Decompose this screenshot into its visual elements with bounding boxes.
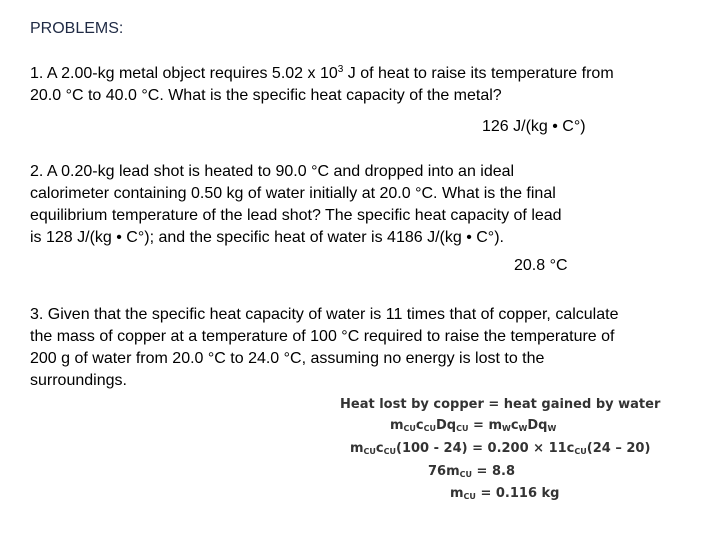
solution-equation-1 xyxy=(390,418,556,433)
problem-2-line-1: 2. A 0.20-kg lead shot is heated to 90.0 °C and dropped into an ideal xyxy=(30,163,515,180)
eq-part: = m xyxy=(468,418,502,433)
eq-part: Dq xyxy=(436,418,457,433)
problem-1-line-2: 20.0 °C to 40.0 °C. What is the specific heat capacity of the metal? xyxy=(30,87,502,104)
eq-part: (24 – 20) xyxy=(586,441,651,456)
problem-2-answer: 20.8 °C xyxy=(514,257,568,274)
eq-part: m xyxy=(350,441,364,456)
eq-part: = 8.8 xyxy=(472,464,515,479)
eq-sub: CU xyxy=(403,424,416,433)
eq-sub: CU xyxy=(456,424,469,433)
eq-part: (100 - 24) = 0.200 × 11c xyxy=(396,441,575,456)
problem-2-line-2: calorimeter containing 0.50 kg of water initially at 20.0 °C. What is the final xyxy=(30,185,556,202)
solution-heading: Heat lost by copper = heat gained by water xyxy=(340,397,661,412)
eq-sub: W xyxy=(547,424,557,433)
problem-3-line-2: the mass of copper at a temperature of 100 °C required to raise the temperature of xyxy=(30,328,615,345)
problem-1 xyxy=(30,63,614,107)
eq-part: Dq xyxy=(527,418,548,433)
solution-equation-2 xyxy=(350,441,650,456)
eq-sub: CU xyxy=(574,447,587,456)
eq-part: m xyxy=(450,486,464,501)
exponent: 3 xyxy=(337,64,344,75)
eq-sub: CU xyxy=(423,424,437,433)
eq-sub: CU xyxy=(363,447,376,456)
page-title: PROBLEMS: xyxy=(30,20,124,37)
problem-3 xyxy=(30,304,618,392)
problem-2-line-4: is 128 J/(kg • C°); and the specific heat of water is 4186 J/(kg • C°). xyxy=(30,229,504,246)
problem-3-line-1: 3. Given that the specific heat capacity of water is 11 times that of copper, calculate xyxy=(30,306,619,323)
problem-2 xyxy=(30,161,562,249)
eq-sub: CU xyxy=(459,470,473,479)
eq-part: = 0.116 kg xyxy=(475,486,560,501)
eq-sub: W xyxy=(518,424,528,433)
problem-1-line-1-end: J of heat to raise its temperature from xyxy=(343,65,614,82)
solution-equation-3 xyxy=(428,464,515,479)
eq-part: m xyxy=(390,418,404,433)
eq-sub: CU xyxy=(383,447,397,456)
eq-part: c xyxy=(415,418,424,433)
problem-1-line-1-text: 1. A 2.00-kg metal object requires 5.02 x 10 xyxy=(30,65,338,82)
problem-1-answer: 126 J/(kg • C°) xyxy=(482,118,586,135)
eq-part: c xyxy=(375,441,384,456)
eq-sub: CU xyxy=(463,492,476,501)
eq-part: c xyxy=(510,418,519,433)
eq-sub: W xyxy=(502,424,511,433)
problem-3-line-3: 200 g of water from 20.0 °C to 24.0 °C, assuming no energy is lost to the xyxy=(30,350,545,367)
solution-equation-4 xyxy=(450,486,559,501)
eq-part: 76m xyxy=(428,464,460,479)
problem-1-line-1 xyxy=(30,63,614,85)
problem-3-line-4: surroundings. xyxy=(30,372,127,389)
problem-2-line-3: equilibrium temperature of the lead shot? The specific heat capacity of lead xyxy=(30,207,562,224)
